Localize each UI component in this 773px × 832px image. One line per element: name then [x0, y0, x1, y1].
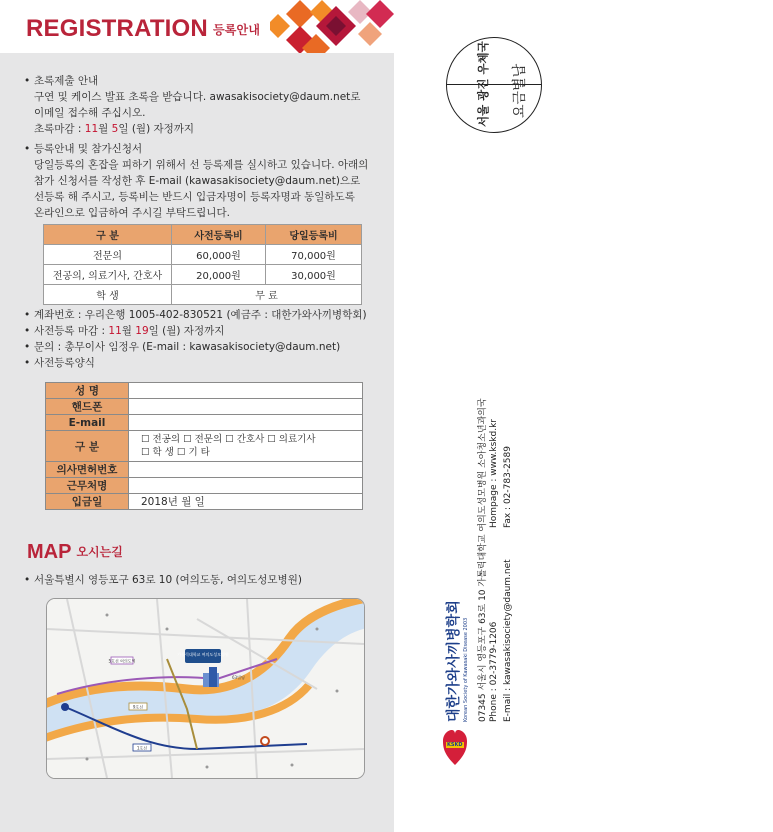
guide-section: • 등록안내 및 참가신청서 당일등록의 혼잡을 피하기 위해서 선 등록제를 실시하고 있습니다. 아래의 참가 신청서를 작성한 후 E-mail (kawasakisociety@daum.net)으로 선등록 해 주시고, 등록비는 반드시 입금자명이 등록자명과 동일하도록 온라인으로 입금하여 주시길 부탁드립니다. — [24, 143, 369, 219]
society-name-en: Korean Society of Kawasaki Disease 2003 — [463, 617, 469, 722]
form-field-email[interactable] — [129, 415, 363, 431]
form-field-category[interactable] — [129, 431, 363, 462]
fee-header-cell: 당일등록비 — [266, 225, 362, 245]
fee-header-cell: 구 분 — [44, 225, 172, 245]
guide-heading: 등록안내 및 참가신청서 — [34, 143, 143, 155]
fee-table-row — [44, 245, 362, 265]
fee-cell: 학 생 — [44, 285, 172, 305]
form-field-workplace[interactable] — [129, 478, 363, 494]
map-hospital-label: 가톨릭대학교 여의도성모병원 — [177, 652, 229, 657]
stamp-post-office: 서울 광진 우체국 — [476, 41, 490, 127]
fee-header-cell: 사전등록비 — [172, 225, 266, 245]
registration-header — [0, 0, 394, 53]
form-field-phone[interactable] — [129, 399, 363, 415]
fee-cell: 30,000원 — [266, 265, 362, 285]
society-name: 대한가와사끼병학회 — [446, 600, 462, 722]
abstract-section: • 초록제출 안내 구연 및 케이스 발표 초록을 받습니다. awasakisociety@daum.net로 이메일 접수해 주십시오. 초록마감 : 11월 5일 (월) 자정까지 — [24, 75, 361, 135]
society-fax: Fax : 02-783-2589 — [503, 446, 513, 528]
category-options-row[interactable]: ☐ 전공의 ☐ 전문의 ☐ 간호사 ☐ 의료기사 — [141, 434, 316, 445]
fee-table-header — [44, 225, 362, 245]
fee-cell: 전공의, 의료기사, 간호사 — [44, 265, 172, 285]
guide-line: 선등록 해 주시고, 등록비는 반드시 입금자명이 등록자명과 동일하도록 — [34, 191, 355, 203]
fee-cell: 60,000원 — [172, 245, 266, 265]
society-homepage: Hompage : www.kskd.kr — [489, 419, 499, 528]
form-label-name: 성 명 — [46, 383, 129, 399]
category-options-row[interactable]: ☐ 학 생 ☐ 기 타 — [141, 447, 210, 458]
form-field-name[interactable] — [129, 383, 363, 399]
form-field-license[interactable] — [129, 462, 363, 478]
postage-stamp — [446, 37, 542, 133]
fee-cell: 70,000원 — [266, 245, 362, 265]
form-label-phone: 핸드폰 — [46, 399, 129, 415]
map-station-label: 1호선 — [136, 745, 148, 751]
registration-form — [45, 382, 363, 510]
map-title: MAP 오시는길 — [27, 541, 123, 563]
abstract-line: 구연 및 케이스 발표 초록을 받습니다. awasakisociety@daum.net로 — [34, 91, 361, 103]
abstract-deadline: 초록마감 : 11월 5일 (월) 자정까지 — [34, 123, 195, 135]
guide-line: 참가 신청서를 작성한 후 E-mail (kawasakisociety@daum.net)으로 — [34, 175, 361, 187]
fee-cell: 20,000원 — [172, 265, 266, 285]
map-address: • 서울특별시 영등포구 63로 10 (여의도동, 여의도성모병원) — [24, 574, 302, 586]
decorative-diamond-pattern — [270, 0, 394, 53]
fee-cell: 전문의 — [44, 245, 172, 265]
fee-table-row — [44, 265, 362, 285]
society-logo — [441, 727, 469, 767]
form-heading: 사전등록양식 — [34, 357, 95, 369]
registration-title: REGISTRATION 등록안내 — [26, 15, 261, 42]
map-graphic — [47, 599, 364, 778]
stamp-postage-paid: 요금별납 — [512, 63, 528, 118]
logo-text: KSKD — [447, 742, 463, 748]
form-label-deposit-date: 입금일 — [46, 494, 129, 510]
map-landmark-label: 63빌딩 — [232, 675, 245, 680]
abstract-heading: 초록제출 안내 — [34, 75, 99, 87]
account-number: 계좌번호 : 우리은행 1005-402-830521 (예금주 : 대한가와사끼병학회) — [34, 309, 367, 321]
payment-info: • 계좌번호 : 우리은행 1005-402-830521 (예금주 : 대한가와사끼병학회) • 사전등록 마감 : 11월 19일 (월) 자정까지 • 문의 : 총무이사 임정우 (E-mail : kawasakisociety@daum.net) • 사전등록양식 — [24, 309, 367, 369]
society-address: 07345 서울시 영등포구 63로 10 가톨릭대학교 여의도성모병원 소아청소년과의국 — [478, 398, 488, 722]
form-label-category: 구 분 — [46, 431, 129, 462]
pre-registration-deadline: 사전등록 마감 : 11월 19일 (월) 자정까지 — [34, 325, 225, 337]
map-station-label: 5호선 여의도역 — [108, 658, 136, 664]
fee-table-row — [44, 285, 362, 305]
society-email: E-mail : kawasakisociety@daum.net — [503, 559, 513, 722]
form-field-deposit-date[interactable]: 2018년 월 일 — [129, 494, 363, 510]
form-label-license: 의사면허번호 — [46, 462, 129, 478]
map-station-label: 9호선 — [132, 704, 144, 710]
map-subtitle: 오시는길 — [76, 545, 123, 559]
guide-line: 당일등록의 혼잡을 피하기 위해서 선 등록제를 실시하고 있습니다. 아래의 — [34, 159, 369, 171]
registration-subtitle: 등록안내 — [212, 23, 261, 37]
fee-table — [43, 224, 362, 305]
form-label-email: E-mail — [46, 415, 129, 431]
guide-line: 온라인으로 입금하여 주시길 부탁드립니다. — [34, 207, 230, 219]
abstract-line: 이메일 접수해 주십시오. — [34, 107, 146, 119]
society-phone: Phone : 02-3779-1206 — [489, 621, 499, 722]
location-map — [46, 598, 365, 779]
fee-cell: 무 료 — [172, 285, 362, 305]
contact-info: 문의 : 총무이사 임정우 (E-mail : kawasakisociety@daum.net) — [34, 341, 341, 353]
form-label-workplace: 근무처명 — [46, 478, 129, 494]
